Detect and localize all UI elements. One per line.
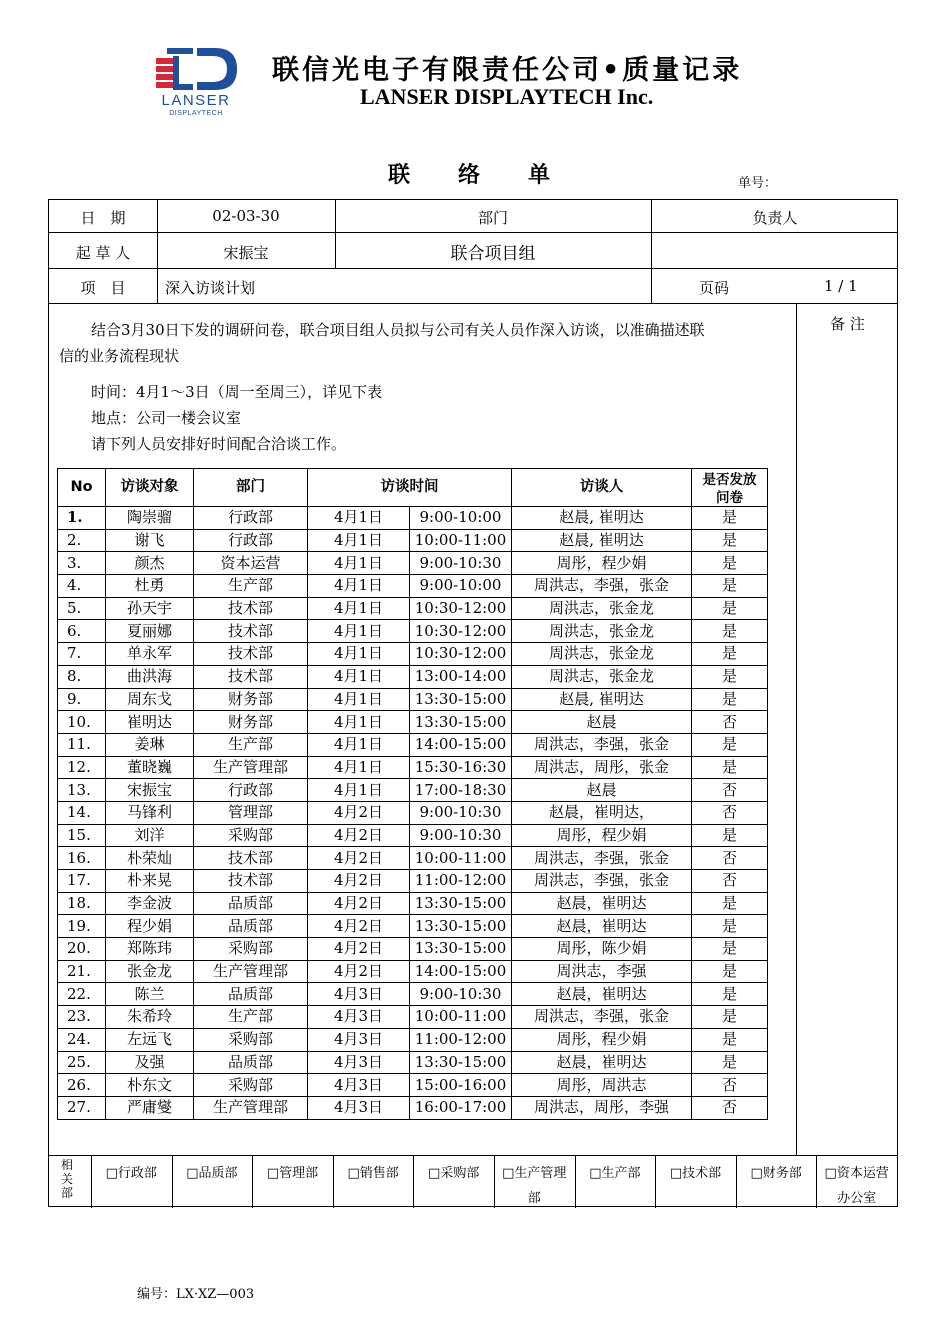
row-interviewer: 周彤，周洪志 — [512, 1074, 692, 1097]
table-row — [58, 1051, 768, 1074]
row-interviewee: 郑陈玮 — [106, 938, 194, 961]
row-date: 4月1日 — [308, 733, 410, 756]
row-interviewer: 赵晨, 崔明达 — [512, 507, 692, 530]
row-questionnaire: 是 — [692, 1051, 768, 1074]
row-department: 品质部 — [194, 983, 308, 1006]
table-row — [58, 960, 768, 983]
row-department: 行政部 — [194, 529, 308, 552]
row-time: 11:00-12:00 — [410, 870, 512, 893]
header-interviewer: 访谈人 — [512, 469, 692, 507]
table-row — [58, 1074, 768, 1097]
item-value: 深入访谈计划 — [165, 279, 256, 297]
row-time: 13:30-15:00 — [410, 892, 512, 915]
page-value: 1 / 1 — [824, 277, 858, 295]
row-questionnaire: 是 — [692, 529, 768, 552]
row-no: 4. — [58, 575, 106, 598]
row-interviewer: 周洪志，李强 — [512, 960, 692, 983]
row-time: 13:30-15:00 — [410, 1051, 512, 1074]
page-label: 页码 — [699, 279, 730, 297]
row-interviewee: 程少娟 — [106, 915, 194, 938]
row-interviewee: 张金龙 — [106, 960, 194, 983]
row-interviewer: 周彤，程少娟 — [512, 1028, 692, 1051]
row-no: 14. — [58, 801, 106, 824]
row-interviewee: 朴东文 — [106, 1074, 194, 1097]
row-time: 13:30-15:00 — [410, 938, 512, 961]
row-time: 9:00-10:00 — [410, 575, 512, 598]
body-request: 请下列人员安排好时间配合洽谈工作。 — [91, 435, 347, 453]
row-date: 4月1日 — [308, 688, 410, 711]
row-interviewer: 赵晨，崔明达 — [512, 915, 692, 938]
row-department: 技术部 — [194, 870, 308, 893]
row-interviewer: 周洪志，张金龙 — [512, 620, 692, 643]
row-questionnaire: 否 — [692, 711, 768, 734]
row-interviewer: 周彤，陈少娟 — [512, 938, 692, 961]
row-department: 管理部 — [194, 801, 308, 824]
table-row — [58, 620, 768, 643]
table-row — [58, 938, 768, 961]
table-row — [58, 1096, 768, 1119]
row-department: 技术部 — [194, 620, 308, 643]
row-department: 技术部 — [194, 643, 308, 666]
row-interviewer: 赵晨，崔明达 — [512, 1051, 692, 1074]
table-row — [58, 552, 768, 575]
dept-checkbox-6[interactable]: □生产部 — [589, 1166, 641, 1181]
table-row — [58, 643, 768, 666]
row-department: 生产部 — [194, 733, 308, 756]
row-department: 采购部 — [194, 938, 308, 961]
table-row — [58, 575, 768, 598]
row-questionnaire: 是 — [692, 688, 768, 711]
table-row — [58, 597, 768, 620]
owner-label: 负责人 — [752, 209, 798, 227]
row-questionnaire: 是 — [692, 597, 768, 620]
row-questionnaire: 是 — [692, 507, 768, 530]
row-interviewee: 杜勇 — [106, 575, 194, 598]
row-interviewee: 左远飞 — [106, 1028, 194, 1051]
row-no: 27. — [58, 1096, 106, 1119]
row-time: 13:00-14:00 — [410, 665, 512, 688]
table-row — [58, 1006, 768, 1029]
row-department: 技术部 — [194, 847, 308, 870]
row-questionnaire: 是 — [692, 575, 768, 598]
row-interviewer: 周洪志，周彤，李强 — [512, 1096, 692, 1119]
row-interviewee: 及强 — [106, 1051, 194, 1074]
row-interviewee: 周东戈 — [106, 688, 194, 711]
row-interviewee: 夏丽娜 — [106, 620, 194, 643]
table-row — [58, 892, 768, 915]
row-interviewee: 马锋利 — [106, 801, 194, 824]
company-name-cn: 联信光电子有限责任公司•质量记录 — [272, 55, 743, 86]
body-para1-line2: 信的业务流程现状 — [59, 347, 180, 365]
row-questionnaire: 是 — [692, 643, 768, 666]
row-time: 9:00-10:00 — [410, 507, 512, 530]
row-date: 4月1日 — [308, 552, 410, 575]
dept-checkbox-0[interactable]: □行政部 — [105, 1166, 157, 1181]
row-date: 4月1日 — [308, 779, 410, 802]
row-interviewee: 董晓巍 — [106, 756, 194, 779]
row-no: 15. — [58, 824, 106, 847]
row-date: 4月1日 — [308, 620, 410, 643]
row-interviewer: 周洪志，李强，张金 — [512, 1006, 692, 1029]
row-no: 12. — [58, 756, 106, 779]
row-department: 生产部 — [194, 575, 308, 598]
table-row — [58, 507, 768, 530]
table-row — [58, 711, 768, 734]
row-no: 6. — [58, 620, 106, 643]
row-date: 4月1日 — [308, 665, 410, 688]
row-interviewee: 姜琳 — [106, 733, 194, 756]
body-para1-line1: 结合3月30日下发的调研问卷，联合项目组人员拟与公司有关人员作深入访谈，以准确描述联 — [91, 321, 705, 339]
row-questionnaire: 是 — [692, 733, 768, 756]
row-interviewee: 陈兰 — [106, 983, 194, 1006]
row-questionnaire: 是 — [692, 1028, 768, 1051]
row-questionnaire: 是 — [692, 824, 768, 847]
row-department: 财务部 — [194, 688, 308, 711]
dept-checkbox-3[interactable]: □销售部 — [347, 1166, 399, 1181]
drafter-value: 宋振宝 — [223, 244, 269, 262]
row-interviewee: 宋振宝 — [106, 779, 194, 802]
row-date: 4月1日 — [308, 507, 410, 530]
dept-value: 联合项目组 — [450, 244, 536, 264]
dept-label: 部门 — [477, 209, 508, 227]
row-department: 生产管理部 — [194, 756, 308, 779]
table-header-row — [58, 469, 768, 507]
logo-text: LANSER — [161, 92, 231, 109]
dept-checkbox-8[interactable]: □财务部 — [750, 1166, 802, 1181]
row-date: 4月2日 — [308, 915, 410, 938]
row-no: 3. — [58, 552, 106, 575]
row-questionnaire: 是 — [692, 1006, 768, 1029]
row-no: 5. — [58, 597, 106, 620]
table-row — [58, 801, 768, 824]
row-interviewee: 陶崇骝 — [106, 507, 194, 530]
row-interviewer: 赵晨, 崔明达 — [512, 688, 692, 711]
row-department: 品质部 — [194, 915, 308, 938]
dept-checkbox-4[interactable]: □采购部 — [428, 1166, 480, 1181]
row-questionnaire: 否 — [692, 1074, 768, 1097]
row-interviewer: 赵晨，崔明达 — [512, 892, 692, 915]
row-interviewer: 赵晨 — [512, 711, 692, 734]
row-questionnaire: 否 — [692, 801, 768, 824]
row-no: 8. — [58, 665, 106, 688]
row-interviewee: 朴来晃 — [106, 870, 194, 893]
logo-subtext: DISPLAYTECH — [169, 110, 223, 117]
row-interviewer: 赵晨，崔明达， — [512, 801, 692, 824]
row-no: 21. — [58, 960, 106, 983]
row-questionnaire: 是 — [692, 665, 768, 688]
row-time: 9:00-10:30 — [410, 552, 512, 575]
row-date: 4月2日 — [308, 824, 410, 847]
row-time: 13:30-15:00 — [410, 711, 512, 734]
row-no: 10. — [58, 711, 106, 734]
contact-form — [48, 199, 898, 1207]
row-interviewer: 赵晨，崔明达 — [512, 983, 692, 1006]
interview-table — [57, 468, 768, 1120]
drafter-label: 起 草 人 — [75, 244, 131, 262]
date-value: 02-03-30 — [212, 207, 280, 225]
row-department: 采购部 — [194, 1074, 308, 1097]
row-time: 10:00-11:00 — [410, 847, 512, 870]
table-row — [58, 1028, 768, 1051]
row-interviewee: 朴荣灿 — [106, 847, 194, 870]
header-interviewee: 访谈对象 — [106, 469, 194, 507]
row-time: 10:30-12:00 — [410, 620, 512, 643]
company-name-en: LANSER DISPLAYTECH Inc. — [360, 84, 654, 109]
row-date: 4月2日 — [308, 847, 410, 870]
table-row — [58, 983, 768, 1006]
header-time: 访谈时间 — [308, 469, 512, 507]
row-interviewee: 崔明达 — [106, 711, 194, 734]
row-department: 行政部 — [194, 507, 308, 530]
row-interviewee: 朱希玲 — [106, 1006, 194, 1029]
row-date: 4月2日 — [308, 870, 410, 893]
header-department: 部门 — [194, 469, 308, 507]
row-department: 生产部 — [194, 1006, 308, 1029]
header-questionnaire: 是否发放问卷 — [702, 471, 757, 505]
row-department: 技术部 — [194, 665, 308, 688]
row-questionnaire: 是 — [692, 960, 768, 983]
row-time: 14:00-15:00 — [410, 733, 512, 756]
row-date: 4月1日 — [308, 643, 410, 666]
row-questionnaire: 否 — [692, 1096, 768, 1119]
table-row — [58, 824, 768, 847]
row-time: 11:00-12:00 — [410, 1028, 512, 1051]
footer-code: 编号：LX·XZ—003 — [137, 1287, 255, 1302]
row-questionnaire: 是 — [692, 620, 768, 643]
item-label: 项 目 — [80, 279, 126, 297]
row-no: 2. — [58, 529, 106, 552]
row-date: 4月2日 — [308, 960, 410, 983]
row-interviewee: 谢飞 — [106, 529, 194, 552]
doc-title: 联络单 — [388, 162, 599, 188]
row-date: 4月1日 — [308, 711, 410, 734]
row-interviewer: 周洪志，李强，张金 — [512, 847, 692, 870]
row-department: 生产管理部 — [194, 960, 308, 983]
row-department: 生产管理部 — [194, 1096, 308, 1119]
row-interviewer: 周洪志，张金龙 — [512, 665, 692, 688]
row-time: 17:00-18:30 — [410, 779, 512, 802]
row-date: 4月2日 — [308, 938, 410, 961]
row-no: 11. — [58, 733, 106, 756]
row-time: 15:00-16:00 — [410, 1074, 512, 1097]
row-interviewer: 周洪志，张金龙 — [512, 597, 692, 620]
table-row — [58, 779, 768, 802]
row-no: 23. — [58, 1006, 106, 1029]
row-questionnaire: 是 — [692, 552, 768, 575]
dept-checkbox-9[interactable]: □资本运营办公室 — [824, 1166, 889, 1206]
body-place: 地点：公司一楼会议室 — [91, 409, 242, 427]
company-logo — [153, 44, 239, 118]
row-department: 财务部 — [194, 711, 308, 734]
row-questionnaire: 是 — [692, 983, 768, 1006]
row-date: 4月1日 — [308, 575, 410, 598]
row-questionnaire: 否 — [692, 847, 768, 870]
row-interviewee: 孙天宇 — [106, 597, 194, 620]
row-date: 4月2日 — [308, 801, 410, 824]
row-department: 行政部 — [194, 779, 308, 802]
row-interviewer: 周洪志，张金龙 — [512, 643, 692, 666]
row-interviewer: 周彤，程少娟 — [512, 824, 692, 847]
body-time: 时间：4月1～3日（周一至周三），详见下表 — [91, 383, 383, 401]
row-interviewer: 周彤，程少娟 — [512, 552, 692, 575]
row-no: 9. — [58, 688, 106, 711]
row-time: 13:30-15:00 — [410, 915, 512, 938]
row-time: 9:00-10:30 — [410, 824, 512, 847]
row-date: 4月3日 — [308, 983, 410, 1006]
row-time: 14:00-15:00 — [410, 960, 512, 983]
date-label: 日 期 — [80, 209, 126, 227]
dept-checkbox-1[interactable]: □品质部 — [186, 1166, 238, 1181]
table-row — [58, 529, 768, 552]
row-no: 25. — [58, 1051, 106, 1074]
row-department: 技术部 — [194, 597, 308, 620]
dept-checkbox-7[interactable]: □技术部 — [669, 1166, 722, 1181]
row-time: 13:30-15:00 — [410, 688, 512, 711]
row-interviewee: 刘洋 — [106, 824, 194, 847]
row-date: 4月3日 — [308, 1028, 410, 1051]
row-date: 4月1日 — [308, 529, 410, 552]
table-row — [58, 756, 768, 779]
row-department: 品质部 — [194, 892, 308, 915]
row-time: 15:30-16:30 — [410, 756, 512, 779]
row-no: 16. — [58, 847, 106, 870]
row-date: 4月2日 — [308, 892, 410, 915]
row-date: 4月3日 — [308, 1006, 410, 1029]
row-no: 17. — [58, 870, 106, 893]
row-department: 采购部 — [194, 1028, 308, 1051]
row-department: 采购部 — [194, 824, 308, 847]
row-no: 19. — [58, 915, 106, 938]
row-no: 1. — [58, 507, 106, 530]
row-time: 10:30-12:00 — [410, 597, 512, 620]
row-questionnaire: 否 — [692, 779, 768, 802]
row-questionnaire: 是 — [692, 756, 768, 779]
row-interviewer: 周洪志，李强，张金 — [512, 870, 692, 893]
doc-number-label: 单号： — [738, 176, 778, 191]
row-department: 资本运营 — [194, 552, 308, 575]
row-time: 9:00-10:30 — [410, 801, 512, 824]
row-time: 10:00-11:00 — [410, 529, 512, 552]
row-time: 16:00-17:00 — [410, 1096, 512, 1119]
row-interviewer: 赵晨 — [512, 779, 692, 802]
row-interviewee: 李金波 — [106, 892, 194, 915]
row-time: 9:00-10:30 — [410, 983, 512, 1006]
row-no: 13. — [58, 779, 106, 802]
row-interviewer: 周洪志，李强，张金 — [512, 575, 692, 598]
row-questionnaire: 是 — [692, 892, 768, 915]
row-interviewer: 赵晨, 崔明达 — [512, 529, 692, 552]
row-date: 4月1日 — [308, 756, 410, 779]
header-no: No — [58, 469, 106, 507]
row-time: 10:00-11:00 — [410, 1006, 512, 1029]
row-date: 4月3日 — [308, 1051, 410, 1074]
row-no: 26. — [58, 1074, 106, 1097]
row-date: 4月3日 — [308, 1074, 410, 1097]
row-interviewee: 严庸燮 — [106, 1096, 194, 1119]
row-date: 4月1日 — [308, 597, 410, 620]
row-questionnaire: 是 — [692, 938, 768, 961]
row-questionnaire: 否 — [692, 870, 768, 893]
row-interviewee: 曲洪海 — [106, 665, 194, 688]
row-interviewee: 单永军 — [106, 643, 194, 666]
row-date: 4月3日 — [308, 1096, 410, 1119]
row-time: 10:30-12:00 — [410, 643, 512, 666]
row-no: 24. — [58, 1028, 106, 1051]
row-department: 品质部 — [194, 1051, 308, 1074]
row-no: 20. — [58, 938, 106, 961]
related-dept-label: 相关部 — [61, 1158, 74, 1200]
table-row — [58, 733, 768, 756]
table-row — [58, 847, 768, 870]
table-row — [58, 665, 768, 688]
dept-checkbox-2[interactable]: □管理部 — [266, 1166, 319, 1181]
row-interviewer: 周洪志，周彤，张金 — [512, 756, 692, 779]
row-no: 18. — [58, 892, 106, 915]
row-interviewee: 颜杰 — [106, 552, 194, 575]
row-no: 7. — [58, 643, 106, 666]
row-no: 22. — [58, 983, 106, 1006]
table-row — [58, 870, 768, 893]
table-row — [58, 688, 768, 711]
table-row — [58, 915, 768, 938]
remark-label: 备 注 — [830, 315, 865, 333]
row-questionnaire: 是 — [692, 915, 768, 938]
row-interviewer: 周洪志，李强，张金 — [512, 733, 692, 756]
dept-checkbox-5[interactable]: □生产管理部 — [502, 1166, 567, 1206]
